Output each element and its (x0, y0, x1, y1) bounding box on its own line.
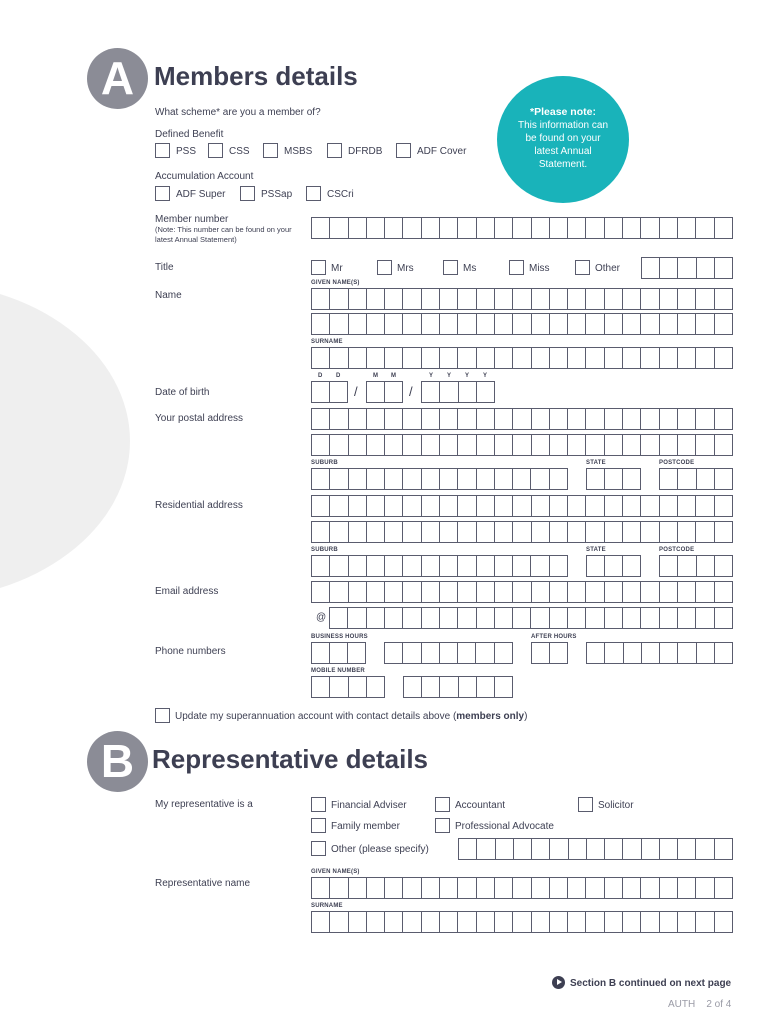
checkbox-css-label: CSS (229, 146, 250, 157)
checkbox-mrs[interactable] (377, 260, 392, 275)
background-decoration (0, 282, 130, 600)
checkbox-other-label: Other (595, 263, 621, 274)
given-names-field-2[interactable] (311, 313, 733, 335)
dob-caption-y1: Y (429, 373, 434, 379)
rep-given-names-caption: GIVEN NAME(S) (311, 869, 360, 875)
given-names-field-1[interactable] (311, 288, 733, 310)
please-note-bubble (497, 76, 629, 203)
phone-label: Phone numbers (155, 646, 226, 657)
email-label: Email address (155, 586, 219, 597)
dob-month-field[interactable] (366, 381, 403, 403)
checkbox-accountant[interactable] (435, 797, 450, 812)
rep-given-names-field[interactable] (311, 877, 733, 899)
update-text: Update my superannuation account with contact details above ( (175, 711, 457, 722)
continued-next-page (552, 977, 731, 990)
member-number-field[interactable] (311, 217, 733, 239)
residential-address-field-2[interactable] (311, 521, 733, 543)
member-number-label: Member number (155, 214, 229, 225)
postal-postcode-caption: POSTCODE (659, 460, 695, 466)
checkbox-css[interactable] (208, 143, 223, 158)
defined-benefit-label: Defined Benefit (155, 129, 224, 140)
section-b-title: Representative details (152, 744, 429, 774)
business-phone-field[interactable] (384, 642, 513, 664)
checkbox-other[interactable] (575, 260, 590, 275)
residential-suburb-caption: SUBURB (311, 547, 338, 553)
residential-state-caption: STATE (586, 547, 606, 553)
checkbox-msbs[interactable] (263, 143, 278, 158)
title-label: Title (155, 262, 174, 273)
after-hours-caption: AFTER HOURS (531, 634, 577, 640)
update-contact-label (175, 711, 527, 722)
continued-text: Section B continued on next page (570, 978, 732, 990)
checkbox-miss-label: Miss (529, 263, 550, 274)
dob-label: Date of birth (155, 387, 210, 398)
checkbox-ms[interactable] (443, 260, 458, 275)
checkbox-adf-cover[interactable] (396, 143, 411, 158)
dob-day-field[interactable] (311, 381, 348, 403)
update-bold-text: members only (456, 711, 525, 722)
scheme-question: What scheme* are you a member of? (155, 107, 321, 118)
email-at-sign: @ (316, 612, 327, 623)
checkbox-accountant-label: Accountant (455, 800, 506, 811)
postal-postcode-field[interactable] (659, 468, 733, 490)
business-area-code-field[interactable] (311, 642, 366, 664)
checkbox-adf-super[interactable] (155, 186, 170, 201)
business-hours-caption: BUSINESS HOURS (311, 634, 368, 640)
rep-surname-field[interactable] (311, 911, 733, 933)
checkbox-mr-label: Mr (331, 263, 343, 274)
email-field-1[interactable] (311, 581, 733, 603)
representative-is-label: My representative is a (155, 799, 253, 810)
rep-surname-caption: SURNAME (311, 903, 343, 909)
surname-field[interactable] (311, 347, 733, 369)
mobile-caption: MOBILE NUMBER (311, 668, 365, 674)
residential-address-label: Residential address (155, 500, 243, 511)
accumulation-label: Accumulation Account (155, 171, 254, 182)
dob-caption-m2: M (391, 373, 397, 379)
after-hours-phone-field[interactable] (586, 642, 733, 664)
mobile-prefix-field[interactable] (311, 676, 385, 698)
dob-caption-m1: M (373, 373, 379, 379)
checkbox-miss[interactable] (509, 260, 524, 275)
residential-suburb-field[interactable] (311, 555, 568, 577)
dob-separator-1: / (354, 384, 358, 399)
checkbox-pss-label: PSS (176, 146, 197, 157)
section-b-badge: B (87, 731, 148, 792)
checkbox-msbs-label: MSBS (284, 146, 313, 157)
checkbox-financial-adviser-label: Financial Adviser (331, 800, 407, 811)
checkbox-cscri-label: CSCri (327, 189, 354, 200)
postal-address-label: Your postal address (155, 413, 244, 424)
checkbox-family-member[interactable] (311, 818, 326, 833)
dob-caption-d1: D (318, 373, 323, 379)
checkbox-dfrdb[interactable] (327, 143, 342, 158)
dob-separator-2: / (409, 384, 413, 399)
checkbox-other-specify[interactable] (311, 841, 326, 856)
checkbox-mr[interactable] (311, 260, 326, 275)
title-other-field[interactable] (641, 257, 733, 279)
residential-postcode-field[interactable] (659, 555, 733, 577)
postal-address-field-1[interactable] (311, 408, 733, 430)
postal-state-field[interactable] (586, 468, 641, 490)
residential-address-field-1[interactable] (311, 495, 733, 517)
checkbox-dfrdb-label: DFRDB (348, 146, 383, 157)
update-close-text: ) (524, 711, 528, 722)
member-number-note: (Note: This number can be found on your latest Annual Statement) (155, 225, 292, 244)
note-text: This information can be found on your latest Annual Statement. (517, 120, 609, 170)
arrow-right-icon (552, 976, 565, 989)
checkbox-financial-adviser[interactable] (311, 797, 326, 812)
checkbox-cscri[interactable] (306, 186, 321, 201)
residential-postcode-caption: POSTCODE (659, 547, 695, 553)
checkbox-pss[interactable] (155, 143, 170, 158)
checkbox-solicitor-label: Solicitor (598, 800, 634, 811)
given-names-caption: GIVEN NAME(S) (311, 280, 360, 286)
section-a-badge: A (87, 48, 148, 109)
mobile-number-field[interactable] (403, 676, 513, 698)
name-label: Name (155, 290, 182, 301)
checkbox-update-contact[interactable] (155, 708, 170, 723)
postal-suburb-field[interactable] (311, 468, 568, 490)
checkbox-professional-advocate-label: Professional Advocate (455, 821, 554, 832)
postal-address-field-2[interactable] (311, 434, 733, 456)
page-number: AUTH 2 of 4 (668, 999, 732, 1010)
checkbox-professional-advocate[interactable] (435, 818, 450, 833)
checkbox-other-specify-label: Other (please specify) (331, 844, 429, 855)
dob-caption-y3: Y (465, 373, 470, 379)
dob-caption-y4: Y (483, 373, 488, 379)
checkbox-pssap-label: PSSap (261, 189, 293, 200)
checkbox-mrs-label: Mrs (397, 263, 414, 274)
dob-caption-y2: Y (447, 373, 452, 379)
after-hours-area-code-field[interactable] (531, 642, 568, 664)
checkbox-solicitor[interactable] (578, 797, 593, 812)
postal-suburb-caption: SUBURB (311, 460, 338, 466)
email-field-2[interactable] (329, 607, 733, 629)
checkbox-family-member-label: Family member (331, 821, 400, 832)
residential-state-field[interactable] (586, 555, 641, 577)
dob-year-field[interactable] (421, 381, 495, 403)
note-title: *Please note: (530, 106, 596, 118)
checkbox-adf-cover-label: ADF Cover (417, 146, 467, 157)
checkbox-adf-super-label: ADF Super (176, 189, 226, 200)
representative-name-label: Representative name (155, 878, 251, 889)
postal-state-caption: STATE (586, 460, 606, 466)
checkbox-pssap[interactable] (240, 186, 255, 201)
section-a-title: Members details (154, 61, 358, 91)
surname-caption: SURNAME (311, 339, 343, 345)
dob-caption-d2: D (336, 373, 341, 379)
checkbox-ms-label: Ms (463, 263, 477, 274)
other-specify-field[interactable] (458, 838, 733, 860)
